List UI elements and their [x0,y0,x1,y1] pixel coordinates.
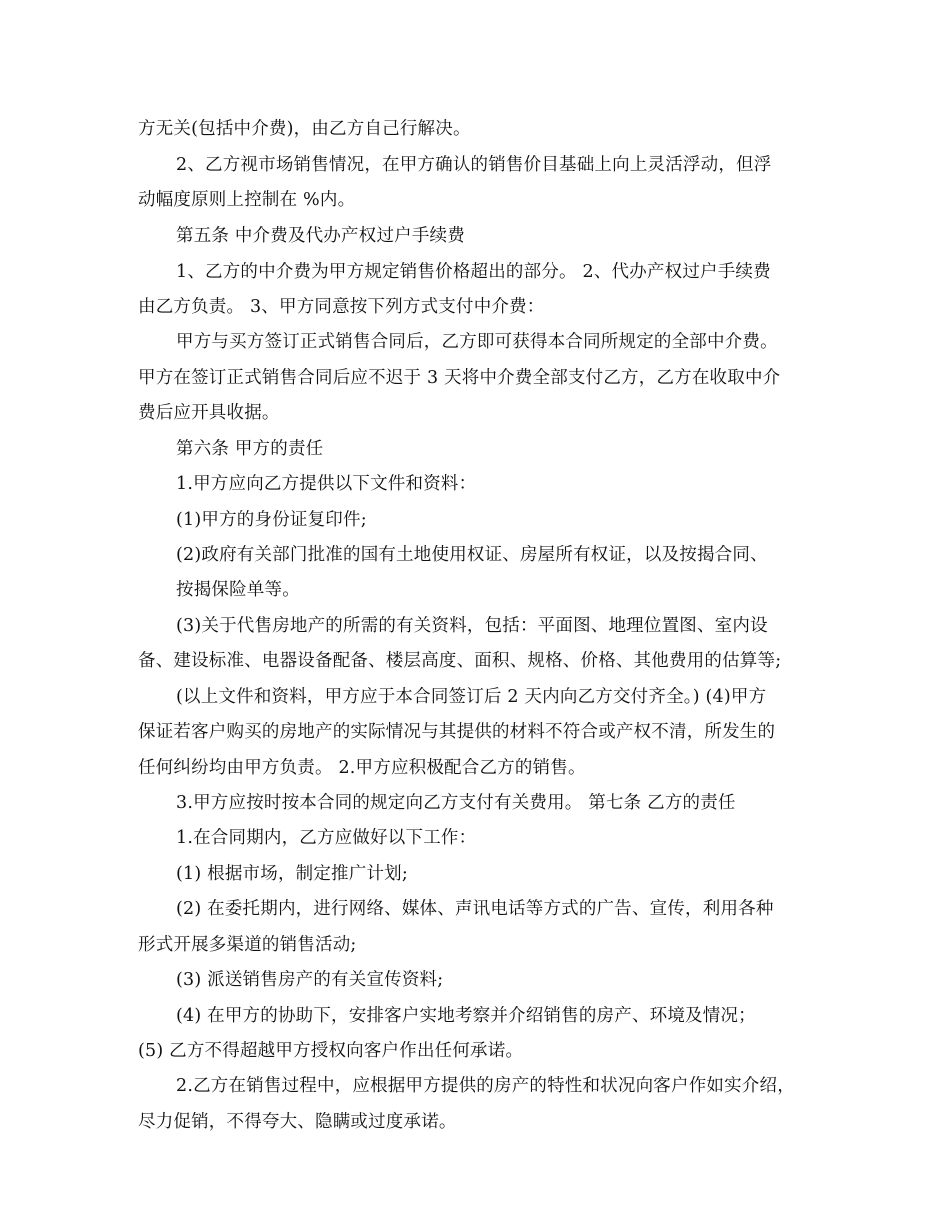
text-line: (4) 在甲方的协助下，安排客户实地考察并介绍销售的房产、环境及情况； [176,1006,756,1026]
text-line: 甲方与买方签订正式销售合同后，乙方即可获得本合同所规定的全部中介费。 [176,332,778,352]
text-line: 1.在合同期内，乙方应做好以下工作： [176,828,477,848]
text-line: 形式开展多渠道的销售活动; [138,935,357,955]
text-line: (1)甲方的身份证复印件; [176,510,367,530]
text-line: 1.甲方应向乙方提供以下文件和资料： [176,474,477,494]
text-line: 由乙方负责。 3、甲方同意按下列方式支付中介费： [138,297,545,317]
section-heading: 第六条 甲方的责任 [176,439,324,459]
text-line: 甲方在签订正式销售合同后应不迟于 3 天将中介费全部支付乙方，乙方在收取中介 [138,368,781,388]
text-line: 备、建设标准、电器设备配备、楼层高度、面积、规格、价格、其他费用的估算等; [138,651,782,671]
text-line: (3)关于代售房地产的所需的有关资料，包括：平面图、地理位置图、室内设 [176,616,768,636]
text-line: 按揭保险单等。 [176,580,300,600]
text-line: 1、乙方的中介费为甲方规定销售价格超出的部分。 2、代办产权过户手续费 [176,262,771,282]
text-line: 方无关(包括中介费)，由乙方自己行解决。 [138,119,471,139]
text-line: 费后应开具收据。 [138,403,280,423]
text-line: 3.甲方应按时按本合同的规定向乙方支付有关费用。 第七条 乙方的责任 [176,793,736,813]
text-line: (1) 根据市场，制定推广计划; [176,864,408,884]
text-line: 保证若客户购买的房地产的实际情况与其提供的材料不符合或产权不清，所发生的 [138,722,776,742]
text-line: 2、乙方视市场销售情况，在甲方确认的销售价目基础上向上灵活浮动，但浮 [176,155,772,175]
text-line: 2.乙方在销售过程中，应根据甲方提供的房产的特性和状况向客户作如实介绍， [176,1076,795,1096]
text-line: 尽力促销，不得夸大、隐瞒或过度承诺。 [138,1112,457,1132]
text-line: 任何纠纷均由甲方负责。 2.甲方应积极配合乙方的销售。 [138,758,586,778]
text-line: (5) 乙方不得超越甲方授权向客户作出任何承诺。 [138,1041,524,1061]
text-line: (以上文件和资料，甲方应于本合同签订后 2 天内向乙方交付齐全。) (4)甲方 [176,687,767,707]
text-line: (3) 派送销售房产的有关宣传资料; [176,970,444,990]
text-line: (2)政府有关部门批准的国有土地使用权证、房屋所有权证，以及按揭合同、 [176,545,768,565]
text-line: 动幅度原则上控制在 %内。 [138,190,356,210]
text-line: (2) 在委托期内，进行网络、媒体、声讯电话等方式的广告、宣传，利用各种 [176,899,774,919]
section-heading: 第五条 中介费及代办产权过户手续费 [176,226,465,246]
